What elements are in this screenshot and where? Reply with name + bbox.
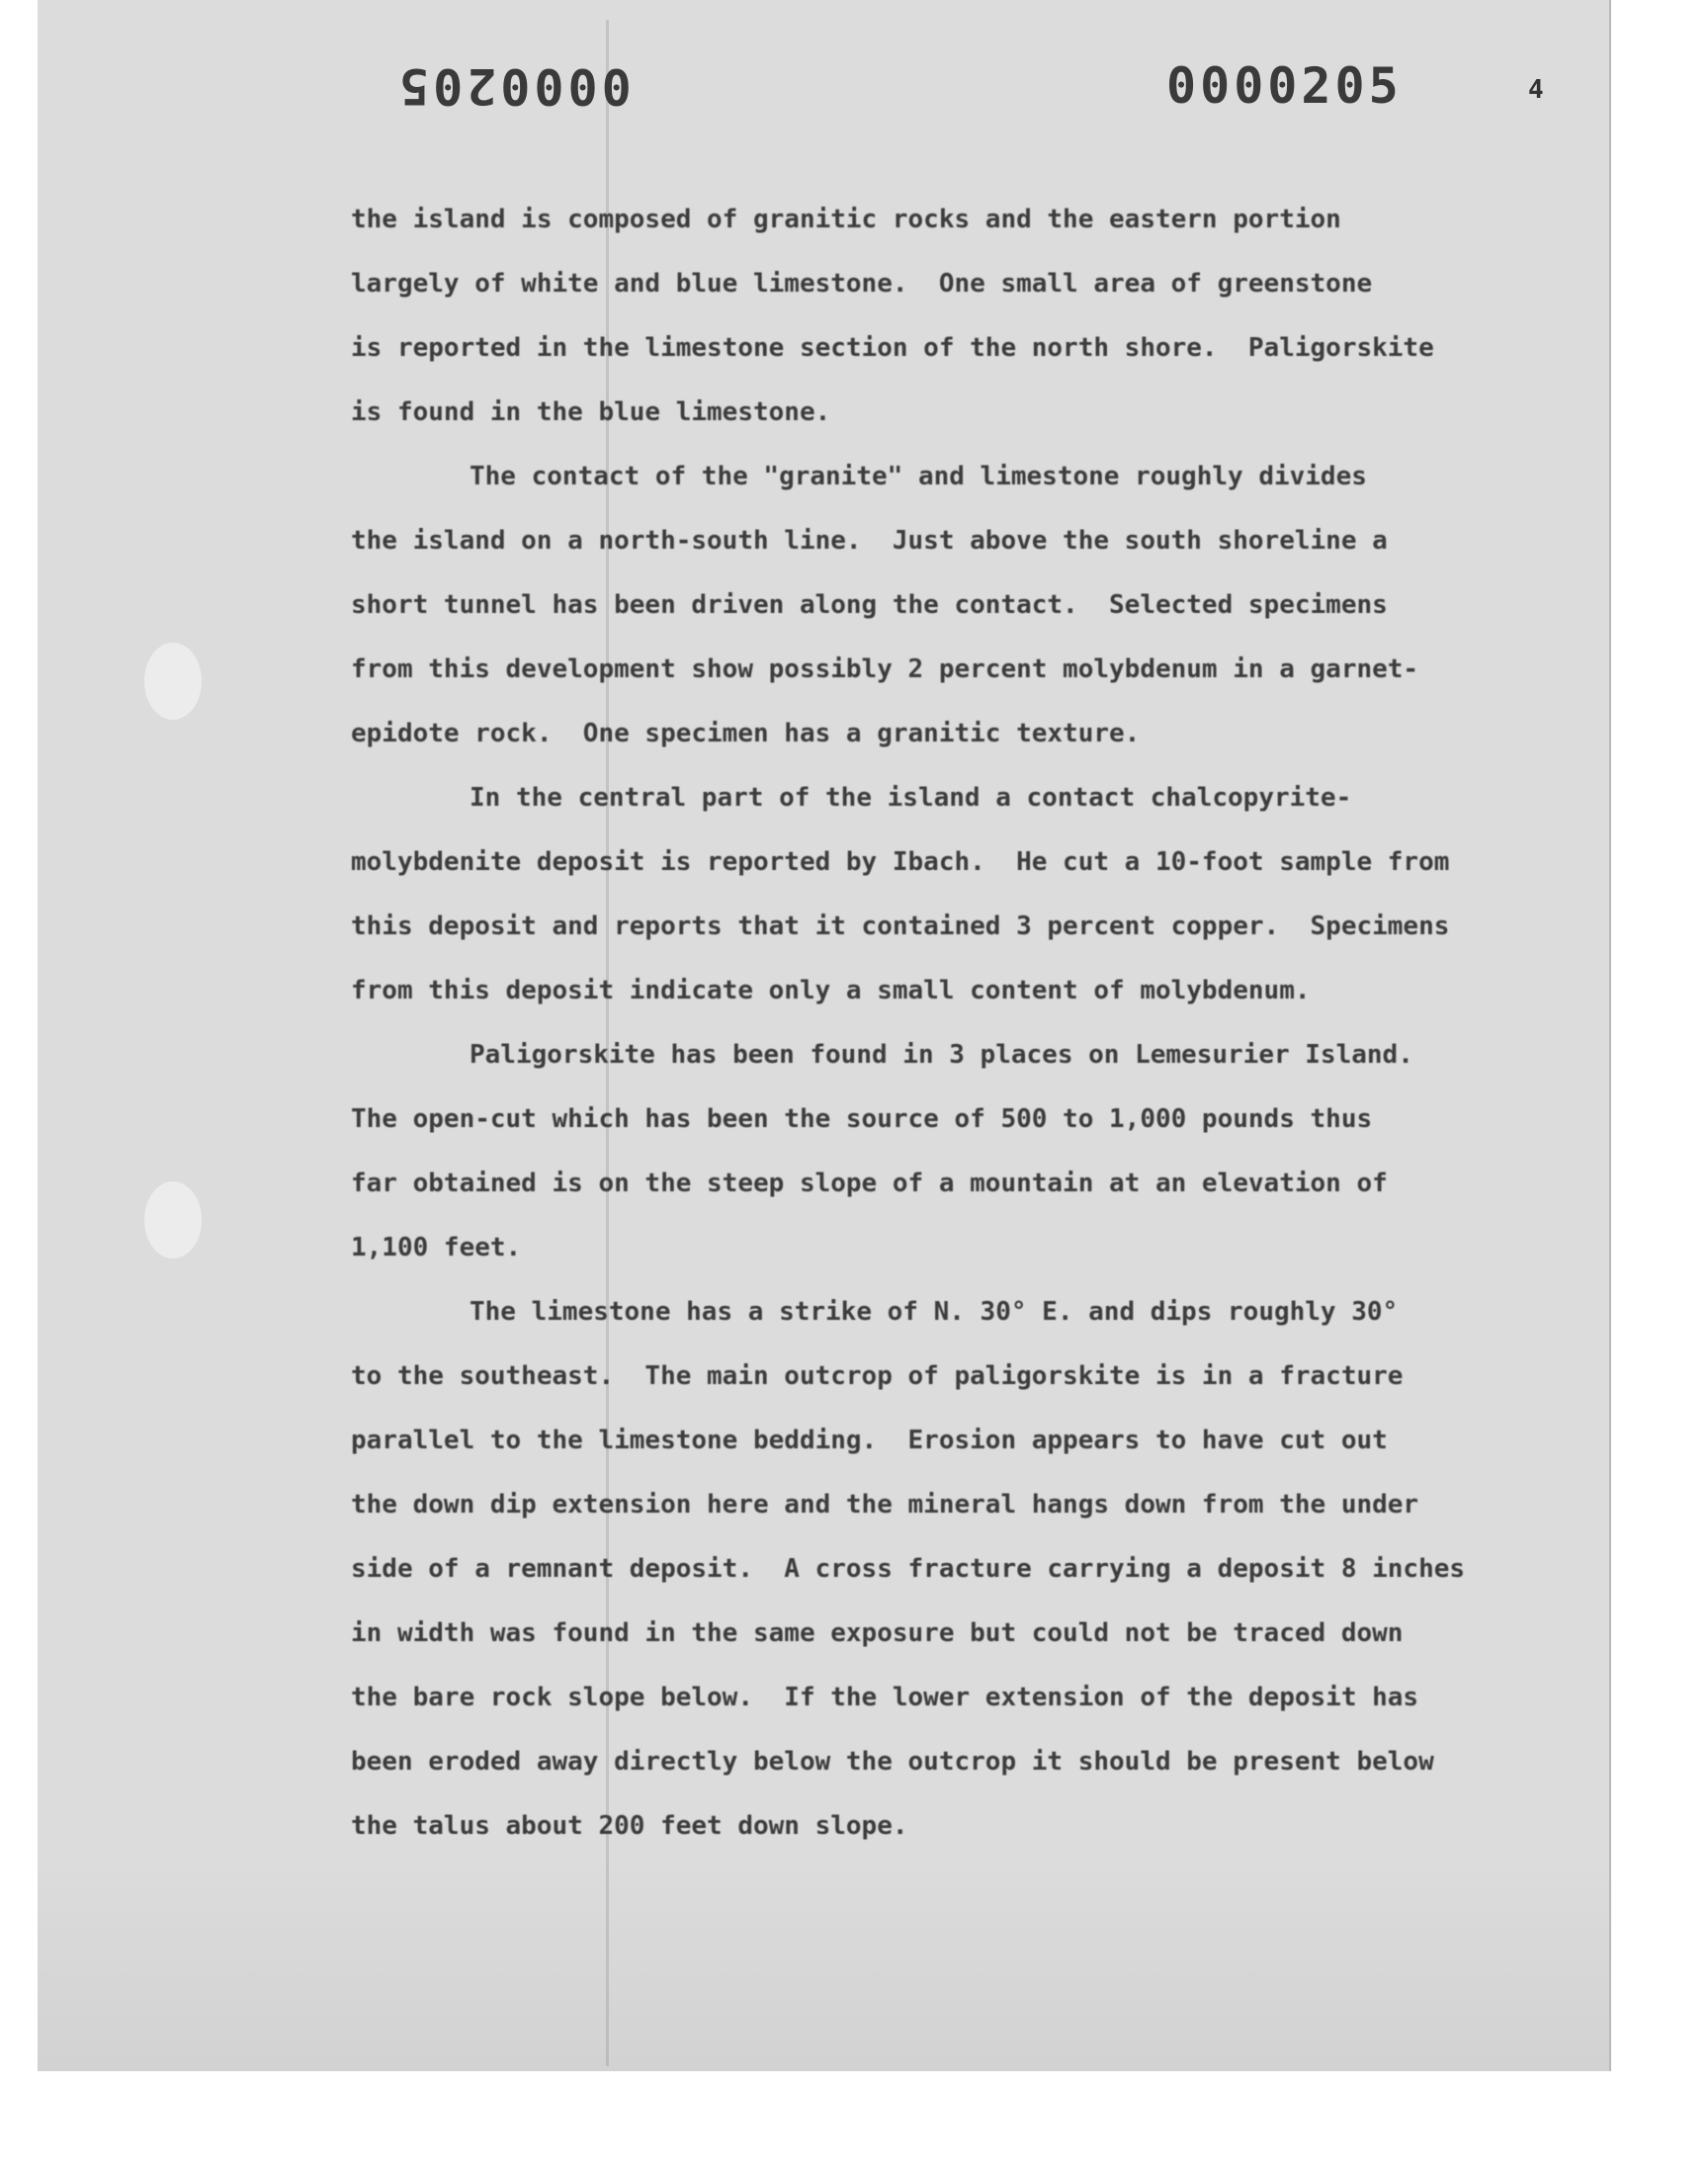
text-line: from this development show possibly 2 percent molybdenum in a garnet- xyxy=(351,654,1419,684)
text-line: In the central part of the island a contact chalcopyrite- xyxy=(470,783,1352,813)
text-line: to the southeast. The main outcrop of paligorskite is in a fracture xyxy=(351,1361,1404,1391)
text-line: The limestone has a strike of N. 30° E. and dips roughly 30° xyxy=(470,1297,1399,1327)
mirrored-stamp-number: 0000205 xyxy=(395,57,632,115)
text-line: largely of white and blue limestone. One small area of greenstone xyxy=(351,269,1373,299)
punch-hole-lower xyxy=(144,1181,202,1259)
text-line: 1,100 feet. xyxy=(351,1233,522,1262)
text-line: The open-cut which has been the source of 500 to 1,000 pounds thus xyxy=(351,1104,1373,1134)
text-line: epidote rock. One specimen has a granitic texture. xyxy=(351,719,1141,748)
page-number: 4 xyxy=(1528,75,1544,105)
text-line: is found in the blue limestone. xyxy=(351,397,831,427)
text-line: been eroded away directly below the outcrop it should be present below xyxy=(351,1747,1434,1777)
text-line: from this deposit indicate only a small content of molybdenum. xyxy=(351,976,1311,1005)
text-line: far obtained is on the steep slope of a mountain at an elevation of xyxy=(351,1169,1388,1198)
text-line: the talus about 200 feet down slope. xyxy=(351,1811,908,1841)
text-line: the island on a north-south line. Just above the south shoreline a xyxy=(351,526,1388,556)
text-line: in width was found in the same exposure but could not be traced down xyxy=(351,1618,1404,1648)
text-line: the down dip extension here and the mineral hangs down from the under xyxy=(351,1490,1419,1520)
text-line: is reported in the limestone section of the north shore. Paligorskite xyxy=(351,333,1434,363)
text-line: the bare rock slope below. If the lower extension of the deposit has xyxy=(351,1683,1419,1712)
text-line: molybdenite deposit is reported by Ibach. He cut a 10-foot sample from xyxy=(351,847,1450,877)
punch-hole-upper xyxy=(144,643,202,720)
typed-body-text xyxy=(351,188,1547,1859)
text-line: parallel to the limestone bedding. Erosion appears to have cut out xyxy=(351,1426,1388,1455)
text-line: side of a remnant deposit. A cross fracture carrying a deposit 8 inches xyxy=(351,1554,1466,1584)
text-line: this deposit and reports that it contained 3 percent copper. Specimens xyxy=(351,912,1450,941)
document-number: 0000205 xyxy=(1166,57,1403,115)
text-line: Paligorskite has been found in 3 places on Lemesurier Island. xyxy=(470,1040,1413,1070)
text-line: short tunnel has been driven along the contact. Selected specimens xyxy=(351,590,1388,620)
text-line: the island is composed of granitic rocks and the eastern portion xyxy=(351,205,1341,234)
page-bottom-shading xyxy=(38,1859,1609,2071)
text-line: The contact of the "granite" and limestone roughly divides xyxy=(470,462,1367,491)
